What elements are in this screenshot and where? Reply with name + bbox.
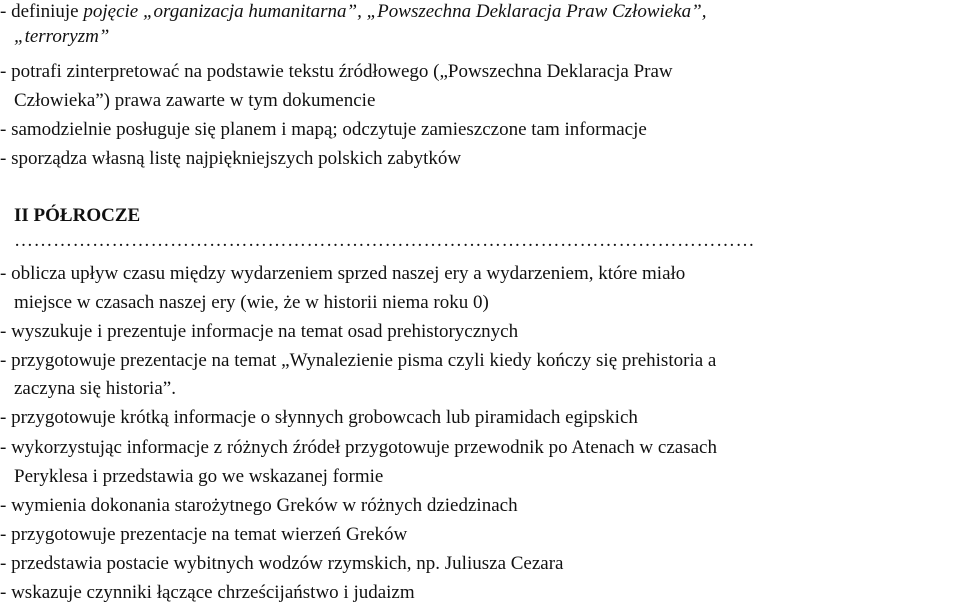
list-item [0,0,706,24]
list-item: - przygotowuje prezentacje na temat wierzeń Greków [0,524,408,545]
list-item: - sporządza własną listę najpiękniejszych polskich zabytków [0,148,462,169]
list-item: - wykorzystując informacje z różnych źródeł przygotowuje przewodnik po Atenach w czasach [0,437,717,458]
list-item: - oblicza upływ czasu między wydarzeniem sprzed naszej ery a wydarzeniem, które miało [0,263,686,284]
list-item: - samodzielnie posługuje się planem i mapą; odczytuje zamieszczone tam informacje [0,119,647,140]
item-text-italic: pojęcie „organizacja humanitarna”, „Powszechna Deklaracja Praw Człowieka”, [83,1,707,22]
list-item: - wskazuje czynniki łączące chrześcijaństwo i judaizm [0,582,415,603]
item-text: - definiuje [0,1,84,22]
list-item-continuation: zaczyna się historia”. [14,378,176,399]
list-item-continuation: Człowieka”) prawa zawarte w tym dokumencie [14,90,376,111]
section-heading: II PÓŁROCZE [14,205,141,226]
list-item: - przygotowuje prezentacje na temat „Wynalezienie pisma czyli kiedy kończy się prehistoria a [0,350,717,371]
list-item: - wyszukuje i prezentuje informacje na temat osad prehistorycznych [0,321,519,342]
list-item: - potrafi zinterpretować na podstawie tekstu źródłowego („Powszechna Deklaracja Praw [0,61,673,82]
list-item: - przedstawia postacie wybitnych wodzów rzymskich, np. Juliusza Cezara [0,553,564,574]
list-item: - wymienia dokonania starożytnego Greków w różnych dziedzinach [0,495,518,516]
list-item-continuation: Peryklesa i przedstawia go we wskazanej formie [14,466,384,487]
list-item: - przygotowuje krótką informacje o słynnych grobowcach lub piramidach egipskich [0,407,638,428]
list-item-continuation: miejsce w czasach naszej ery (wie, że w historii niema roku 0) [14,292,489,313]
list-item-continuation: „terroryzm” [14,26,110,47]
dotted-separator: …………………………………………………………………………………………………… [14,230,755,251]
